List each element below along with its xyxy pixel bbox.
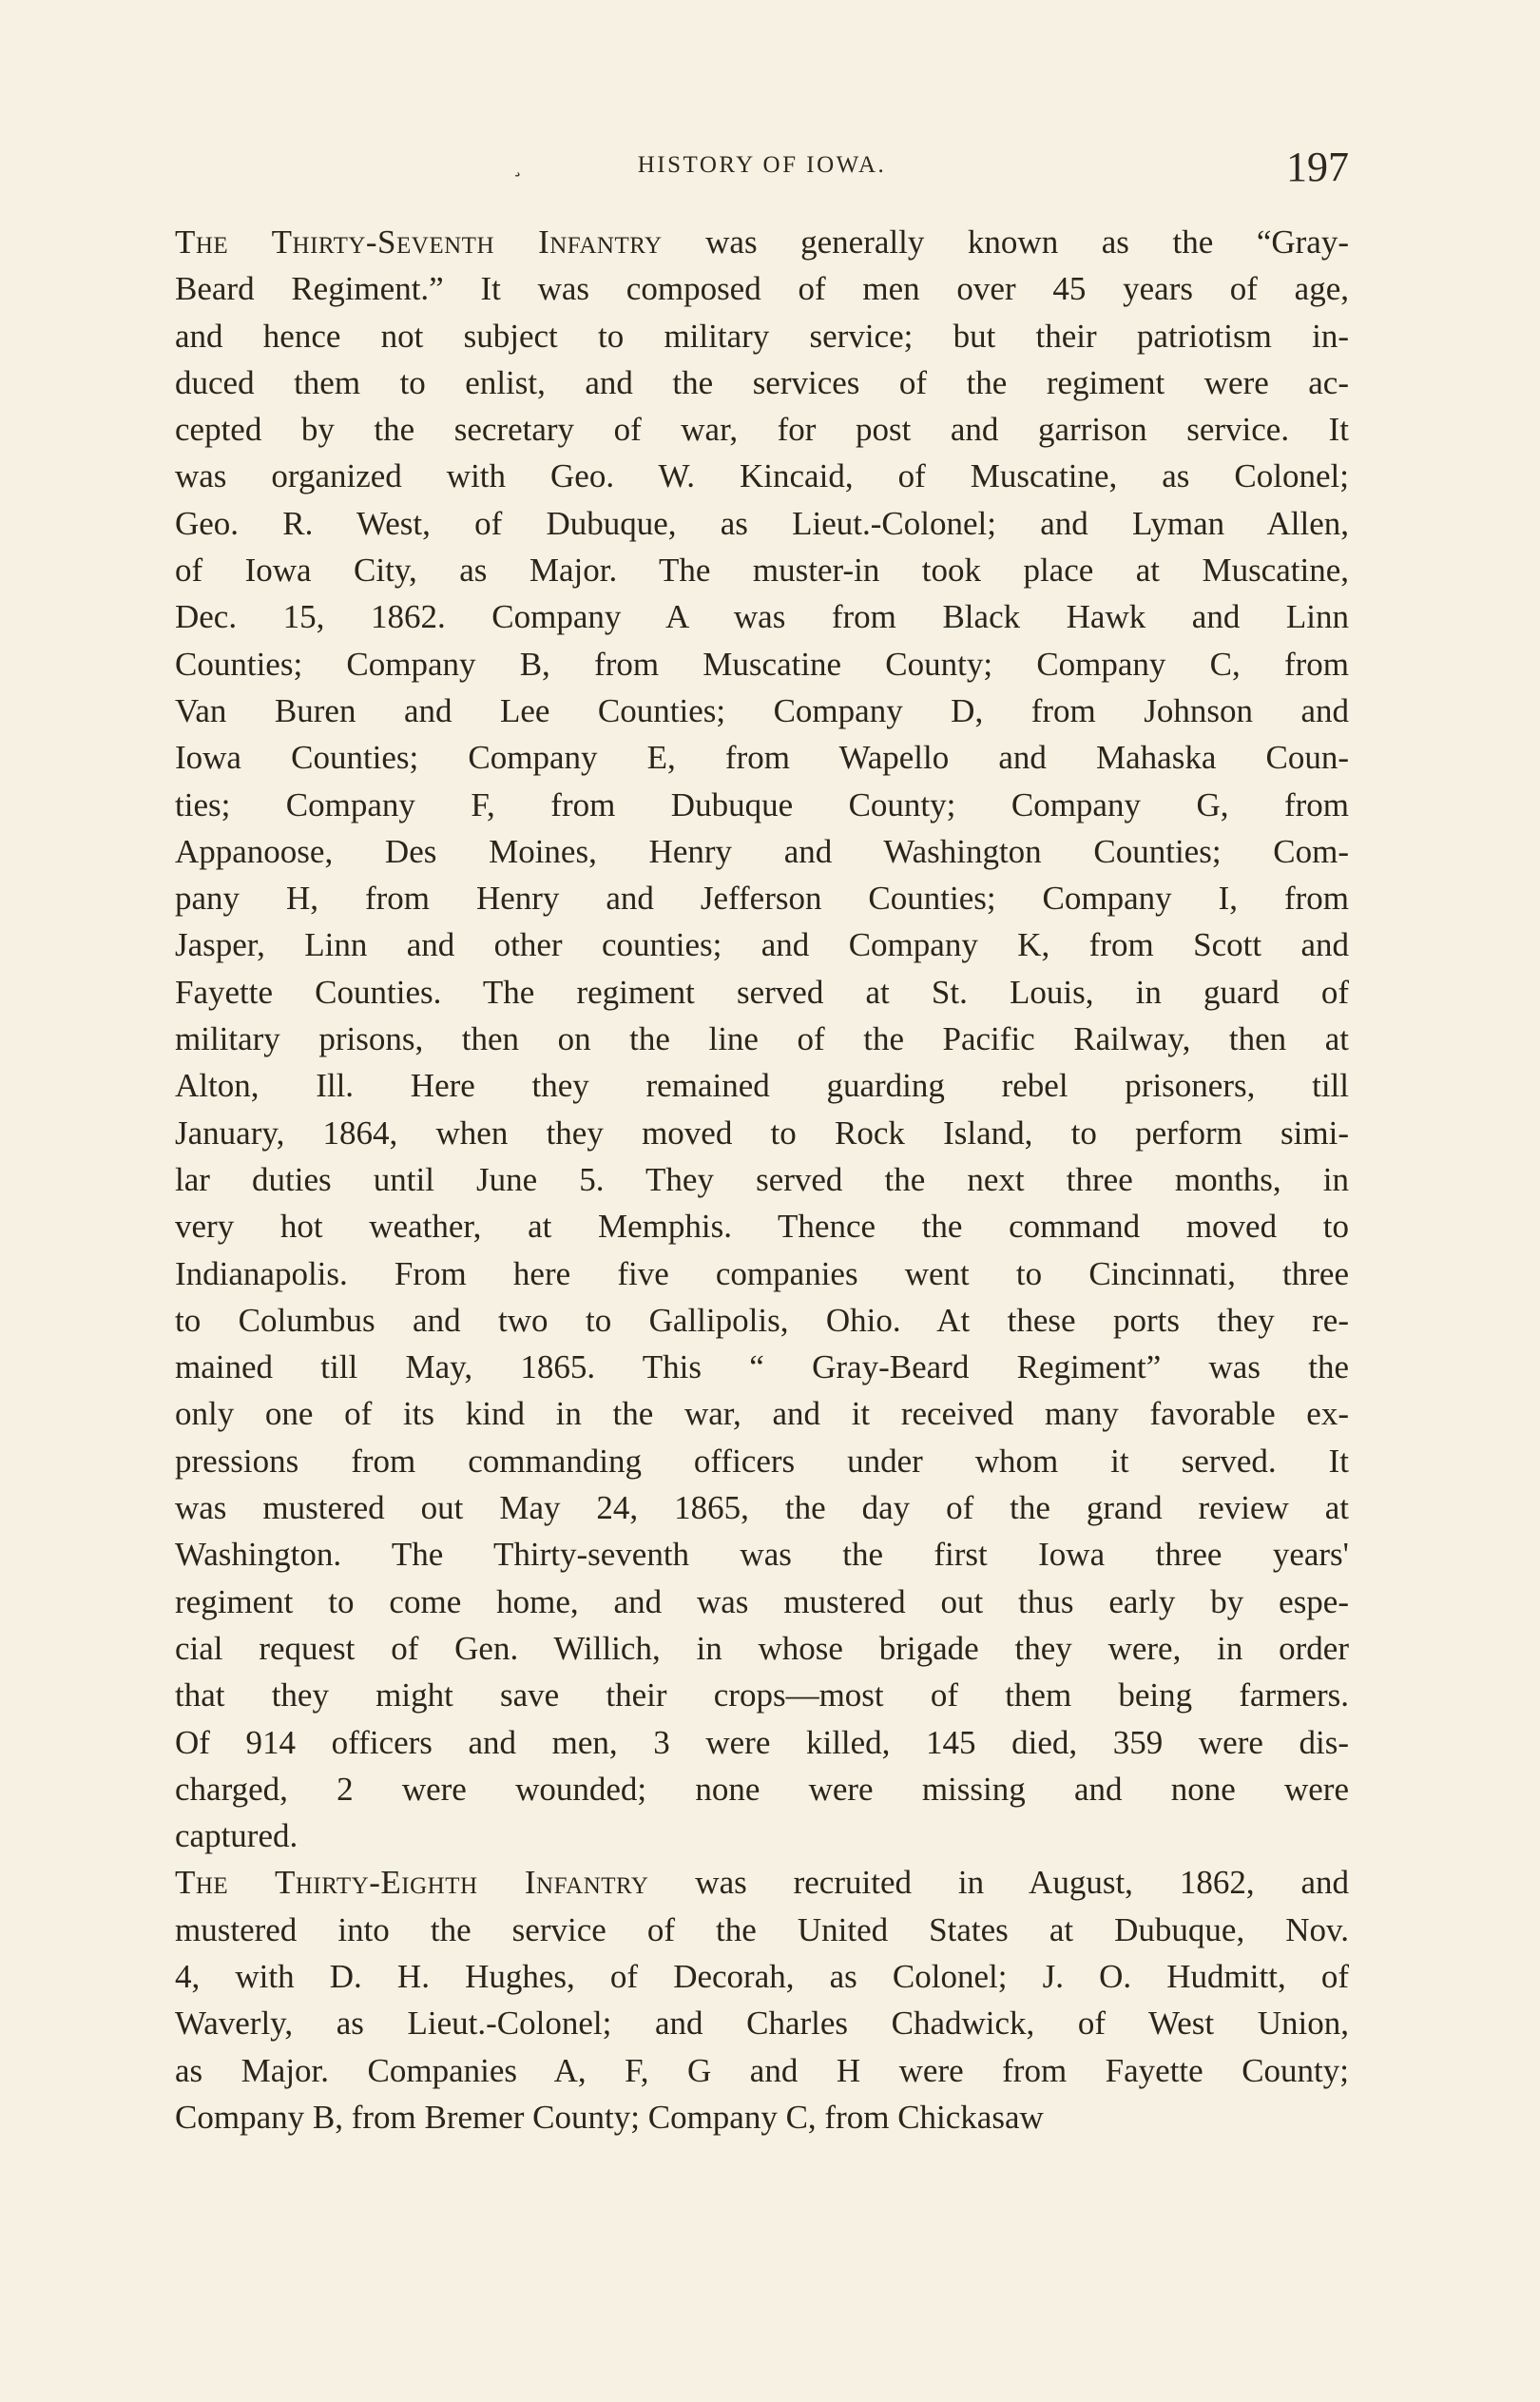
text-line: pressions from commanding officers under whom it served. It: [175, 1442, 1349, 1480]
paragraph: [175, 1859, 1349, 2140]
page-header: [175, 143, 1349, 190]
text-line: of Iowa City, as Major. The muster-in took place at Muscatine,: [175, 552, 1349, 590]
text-line: very hot weather, at Memphis. Thence the command moved to: [175, 1208, 1349, 1246]
text-line: Indianapolis. From here five companies went to Cincinnati, three: [175, 1254, 1349, 1292]
text-line: was organized with Geo. W. Kincaid, of Muscatine, as Colonel;: [175, 457, 1349, 495]
paragraph: [175, 219, 1349, 1859]
body-text: [175, 219, 1349, 2140]
text-line: that they might save their crops—most of them being farmers.: [175, 1676, 1349, 1714]
text-line: Iowa Counties; Company E, from Wapello and Mahaska Coun-: [175, 739, 1349, 777]
text-line: Geo. R. West, of Dubuque, as Lieut.-Colonel; and Lyman Allen,: [175, 504, 1349, 542]
page-number: 197: [1286, 144, 1349, 190]
text-line: regiment to come home, and was mustered out thus early by espe-: [175, 1582, 1349, 1620]
printer-mark: ¸: [512, 154, 523, 178]
text-line: military prisons, then on the line of the Pacific Railway, then at: [175, 1020, 1349, 1058]
text-line: pany H, from Henry and Jefferson Counties; Company I, from: [175, 880, 1349, 918]
text-line: charged, 2 were wounded; none were missing and none were: [175, 1770, 1349, 1808]
text-line: Beard Regiment.” It was composed of men over 45 years of age,: [175, 270, 1349, 308]
text-line: Appanoose, Des Moines, Henry and Washington Counties; Com-: [175, 832, 1349, 870]
text-line: Washington. The Thirty-seventh was the first Iowa three years': [175, 1536, 1349, 1574]
text-line: Van Buren and Lee Counties; Company D, from Johnson and: [175, 691, 1349, 729]
text-line: Dec. 15, 1862. Company A was from Black Hawk and Linn: [175, 598, 1349, 636]
text-line: cepted by the secretary of war, for post and garrison service. It: [175, 411, 1349, 449]
text-line: mustered into the service of the United States at Dubuque, Nov.: [175, 1910, 1349, 1948]
running-title: HISTORY OF IOWA.: [637, 152, 887, 178]
text-line: The Thirty-Seventh Infantry was generally known as the “Gray-: [175, 223, 1349, 261]
text-line: captured.: [175, 1817, 298, 1855]
text-line: Alton, Ill. Here they remained guarding rebel prisoners, till: [175, 1067, 1349, 1105]
text-line: mained till May, 1865. This “ Gray-Beard Regiment” was the: [175, 1348, 1349, 1386]
text-line: lar duties until June 5. They served the next three months, in: [175, 1160, 1349, 1198]
text-line: as Major. Companies A, F, G and H were from Fayette County;: [175, 2051, 1349, 2089]
text-line: ties; Company F, from Dubuque County; Company G, from: [175, 785, 1349, 823]
text-line: Fayette Counties. The regiment served at St. Louis, in guard of: [175, 973, 1349, 1011]
section-lead-in: The Thirty-Eighth Infantry: [175, 1864, 649, 1902]
text-line: duced them to enlist, and the services of the regiment were ac-: [175, 363, 1349, 401]
text-line: and hence not subject to military service; but their patriotism in-: [175, 317, 1349, 355]
text-line: only one of its kind in the war, and it received many favorable ex-: [175, 1395, 1349, 1433]
text-line: Jasper, Linn and other counties; and Company K, from Scott and: [175, 926, 1349, 964]
text-line: 4, with D. H. Hughes, of Decorah, as Colonel; J. O. Hudmitt, of: [175, 1957, 1349, 1995]
text-line: Company B, from Bremer County; Company C, from Chickasaw: [175, 2098, 1044, 2136]
text-line: Of 914 officers and men, 3 were killed, 145 died, 359 were dis-: [175, 1723, 1349, 1761]
text-line: cial request of Gen. Willich, in whose brigade they were, in order: [175, 1629, 1349, 1667]
text-line: January, 1864, when they moved to Rock Island, to perform simi-: [175, 1114, 1349, 1152]
text-line: Counties; Company B, from Muscatine County; Company C, from: [175, 645, 1349, 683]
text-line: was mustered out May 24, 1865, the day of the grand review at: [175, 1489, 1349, 1527]
section-lead-in: The Thirty-Seventh Infantry: [175, 223, 663, 261]
text-line: to Columbus and two to Gallipolis, Ohio. At these ports they re-: [175, 1301, 1349, 1339]
text-line: The Thirty-Eighth Infantry was recruited in August, 1862, and: [175, 1864, 1349, 1902]
text-line: Waverly, as Lieut.-Colonel; and Charles Chadwick, of West Union,: [175, 2005, 1349, 2043]
